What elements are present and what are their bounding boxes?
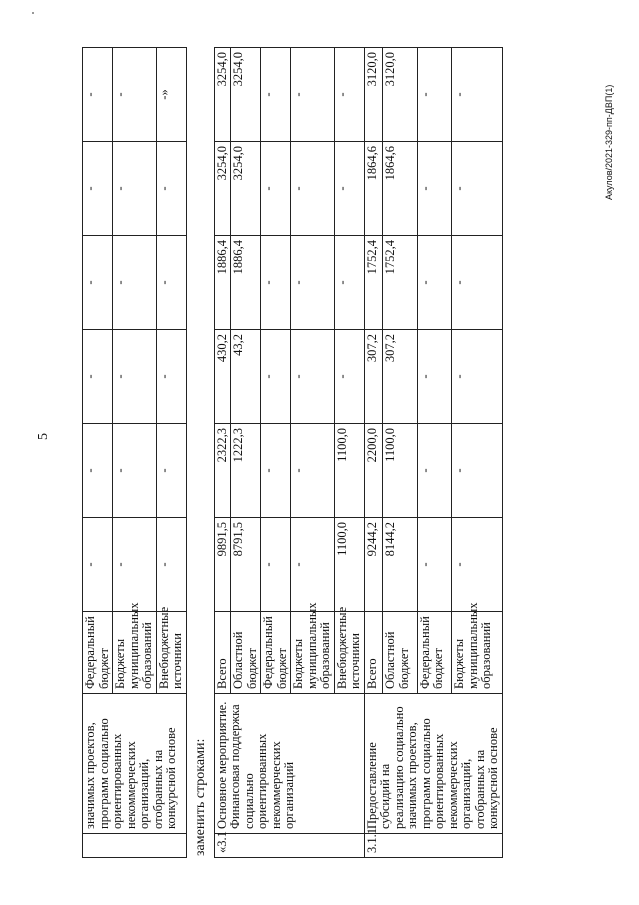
- table-row: [83, 48, 113, 858]
- value-cell: -: [261, 48, 291, 142]
- value-cell: -: [291, 424, 335, 518]
- value-cell: 1752,4: [364, 236, 383, 330]
- value-cell: -»: [156, 48, 186, 142]
- value-cell: -: [113, 330, 157, 424]
- value-cell: -: [334, 330, 364, 424]
- value-cell: -: [156, 424, 186, 518]
- funding-source: Бюджеты муниципальных образований: [291, 612, 335, 694]
- value-cell: -: [261, 330, 291, 424]
- value-cell: -: [261, 236, 291, 330]
- value-cell: -: [417, 236, 452, 330]
- value-cell: 3254,0: [214, 142, 231, 236]
- value-cell: 3120,0: [364, 48, 383, 142]
- value-cell: -: [291, 48, 335, 142]
- funding-source: Федеральный бюджет: [417, 612, 452, 694]
- value-cell: 1886,4: [214, 236, 231, 330]
- value-cell: 1100,0: [383, 424, 418, 518]
- table-replacement: [214, 47, 503, 858]
- value-cell: 43,2: [231, 330, 261, 424]
- table-row: [364, 48, 383, 858]
- funding-source: Бюджеты муниципальных образований: [452, 612, 502, 694]
- value-cell: -: [334, 48, 364, 142]
- value-cell: 1752,4: [383, 236, 418, 330]
- value-cell: -: [334, 236, 364, 330]
- page-number: 5: [36, 433, 51, 440]
- value-cell: -: [261, 518, 291, 612]
- value-cell: -: [291, 142, 335, 236]
- value-cell: -: [156, 142, 186, 236]
- activity-name: Основное мероприятие. Финансовая поддержка социально ориентированных некоммерческих организаций: [214, 694, 364, 834]
- value-cell: 8791,5: [231, 518, 261, 612]
- value-cell: -: [83, 330, 113, 424]
- funding-source: Внебюджетные источники: [156, 612, 186, 694]
- value-cell: -: [452, 236, 502, 330]
- funding-source: Областной бюджет: [231, 612, 261, 694]
- table-row: [214, 48, 231, 858]
- value-cell: -: [452, 48, 502, 142]
- funding-source: Внебюджетные источники: [334, 612, 364, 694]
- value-cell: -: [334, 142, 364, 236]
- value-cell: 8144,2: [383, 518, 418, 612]
- value-cell: -: [83, 236, 113, 330]
- funding-source: Бюджеты муниципальных образований: [113, 612, 157, 694]
- value-cell: -: [83, 48, 113, 142]
- value-cell: -: [83, 518, 113, 612]
- value-cell: -: [452, 424, 502, 518]
- value-cell: -: [113, 236, 157, 330]
- value-cell: -: [452, 518, 502, 612]
- row-number: «3.1: [214, 834, 364, 858]
- funding-source: Всего: [364, 612, 383, 694]
- value-cell: -: [156, 518, 186, 612]
- value-cell: 430,2: [214, 330, 231, 424]
- table-continuation: [82, 47, 187, 858]
- value-cell: -: [291, 518, 335, 612]
- value-cell: 9244,2: [364, 518, 383, 612]
- value-cell: 307,2: [383, 330, 418, 424]
- value-cell: -: [291, 330, 335, 424]
- value-cell: -: [452, 142, 502, 236]
- document-code: Акулов/2021-329-пп-ДВП(1): [604, 84, 614, 200]
- funding-source: Всего: [214, 612, 231, 694]
- value-cell: -: [417, 330, 452, 424]
- rotated-page-content: [82, 48, 503, 858]
- value-cell: -: [261, 424, 291, 518]
- value-cell: 307,2: [364, 330, 383, 424]
- value-cell: 1886,4: [231, 236, 261, 330]
- value-cell: -: [113, 518, 157, 612]
- row-number: [83, 834, 187, 858]
- value-cell: 9891,5: [214, 518, 231, 612]
- value-cell: -: [156, 330, 186, 424]
- value-cell: -: [261, 142, 291, 236]
- funding-source: Федеральный бюджет: [83, 612, 113, 694]
- activity-name: значимых проектов, программ социально ориентированных некоммерческих организаций, отобранных на конкурсной основе: [83, 694, 187, 834]
- funding-source: Областной бюджет: [383, 612, 418, 694]
- value-cell: -: [417, 424, 452, 518]
- value-cell: -: [417, 142, 452, 236]
- value-cell: 3254,0: [231, 142, 261, 236]
- value-cell: -: [113, 142, 157, 236]
- value-cell: 2322,3: [214, 424, 231, 518]
- value-cell: 3254,0: [231, 48, 261, 142]
- value-cell: -: [417, 48, 452, 142]
- value-cell: 3254,0: [214, 48, 231, 142]
- funding-source: Федеральный бюджет: [261, 612, 291, 694]
- value-cell: 1100,0: [334, 518, 364, 612]
- value-cell: -: [113, 48, 157, 142]
- value-cell: -: [83, 142, 113, 236]
- value-cell: -: [83, 424, 113, 518]
- value-cell: 2200,0: [364, 424, 383, 518]
- activity-name: Предоставление субсидий на реализацию социально значимых проектов, программ социально ориентированных некоммерческих организаций, отобранных на конкурсной основе: [364, 694, 502, 834]
- value-cell: -: [291, 236, 335, 330]
- value-cell: -: [156, 236, 186, 330]
- value-cell: 1222,3: [231, 424, 261, 518]
- value-cell: 1864,6: [364, 142, 383, 236]
- scan-speck: [32, 12, 34, 14]
- value-cell: 3120,0: [383, 48, 418, 142]
- value-cell: 1864,6: [383, 142, 418, 236]
- replace-caption: заменить строками:: [192, 738, 208, 856]
- value-cell: -: [417, 518, 452, 612]
- value-cell: 1100,0: [334, 424, 364, 518]
- value-cell: -: [452, 330, 502, 424]
- value-cell: -: [113, 424, 157, 518]
- row-number: 3.1.1: [364, 834, 502, 858]
